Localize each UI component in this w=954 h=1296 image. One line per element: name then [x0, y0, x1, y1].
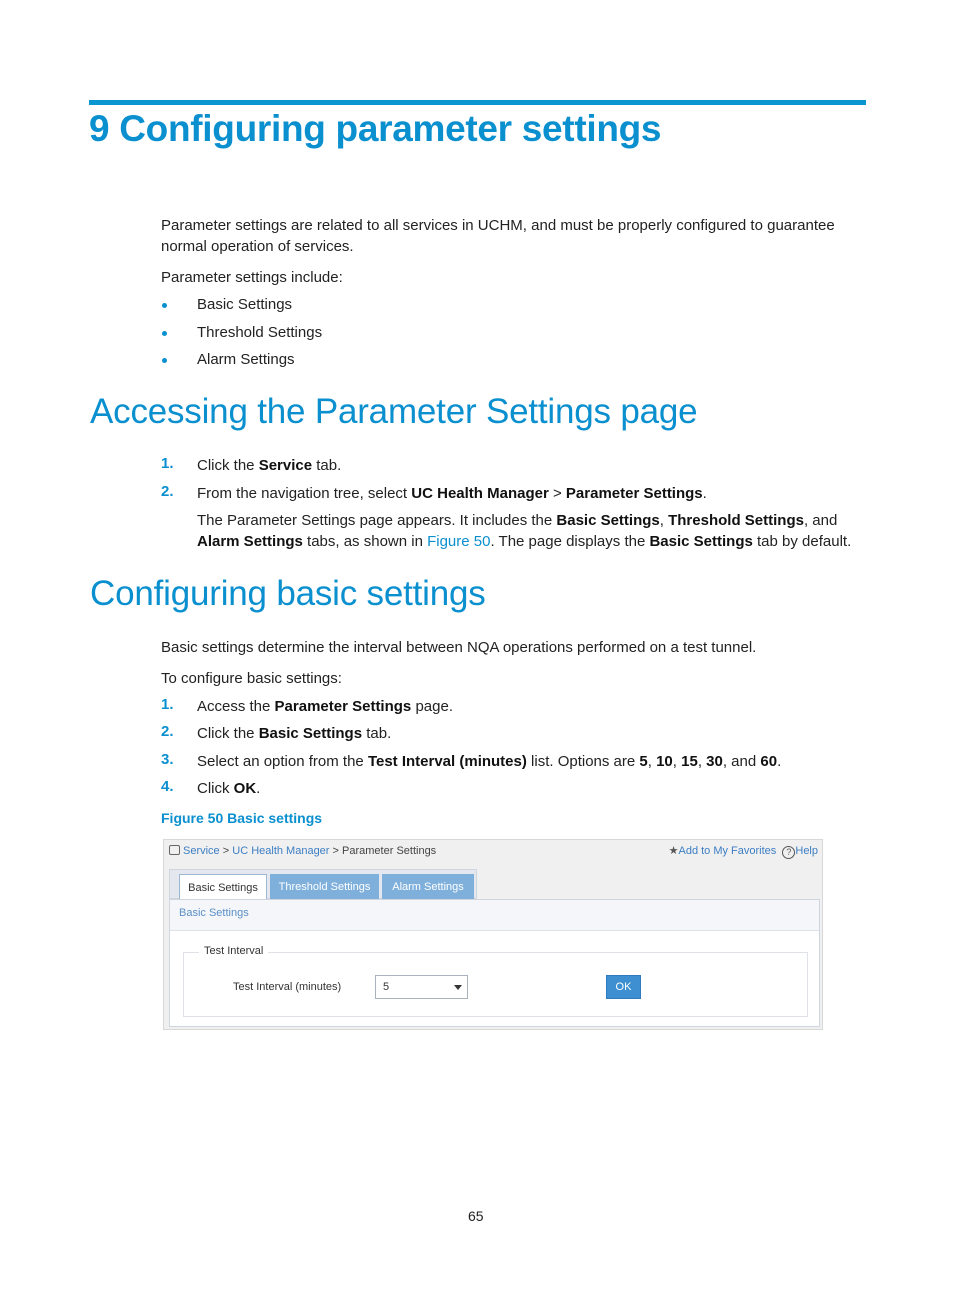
add-favorites-link[interactable]: Add to My Favorites: [678, 845, 777, 857]
chapter-title: 9 Configuring parameter settings: [89, 108, 662, 149]
breadcrumb-separator: >: [222, 845, 230, 857]
step-text: Select an option from the Test Interval (minutes) list. Options are 5, 10, 15, 30, and 60.: [197, 753, 782, 770]
step-number: 2.: [161, 483, 174, 500]
tab-bar: [169, 869, 477, 899]
step-text: Click the Service tab.: [197, 457, 342, 474]
test-interval-select[interactable]: [375, 975, 468, 999]
step-number: 1.: [161, 696, 174, 713]
star-icon: ★: [668, 845, 679, 857]
service-icon: [169, 845, 180, 855]
tab-threshold-settings[interactable]: Threshold Settings: [270, 874, 379, 900]
basic-paragraph: Basic settings determine the interval between NQA operations performed on a test tunnel.: [161, 639, 757, 656]
test-interval-value: 5: [383, 981, 390, 993]
figure-link[interactable]: Figure 50: [427, 533, 491, 550]
intro-lead: Parameter settings include:: [161, 269, 343, 286]
page-number: 65: [468, 1208, 484, 1224]
settings-panel: [169, 899, 820, 1027]
help-link[interactable]: Help: [795, 845, 818, 857]
help-icon: ?: [782, 846, 795, 859]
breadcrumb-separator: >: [332, 845, 339, 857]
tab-alarm-settings[interactable]: Alarm Settings: [382, 874, 474, 900]
chevron-down-icon: [454, 985, 462, 990]
bullet-item: Alarm Settings: [197, 351, 295, 368]
breadcrumb-uchm[interactable]: UC Health Manager: [232, 845, 330, 857]
breadcrumb-current: Parameter Settings: [342, 845, 437, 857]
bullet-dot: [162, 303, 167, 308]
step-text: Access the Parameter Settings page.: [197, 698, 453, 715]
test-interval-label: Test Interval (minutes): [233, 981, 342, 993]
bullet-dot: [162, 358, 167, 363]
bullet-item: Basic Settings: [197, 296, 293, 313]
bullet-item: Threshold Settings: [197, 324, 323, 341]
chapter-rule: [89, 100, 866, 105]
step-number: 3.: [161, 751, 174, 768]
panel-title: Basic Settings: [179, 907, 249, 919]
basic-lead: To configure basic settings:: [161, 670, 342, 687]
intro-paragraph: Parameter settings are related to all services in UCHM, and must be properly configured to guarantee normal operation of services.: [161, 217, 835, 255]
panel-header: [170, 900, 819, 931]
step-text: From the navigation tree, select UC Health Manager > Parameter Settings.: [197, 485, 707, 502]
step-number: 2.: [161, 723, 174, 740]
fieldset-legend: Test Interval: [199, 945, 268, 957]
breadcrumb-service[interactable]: Service: [183, 845, 220, 857]
section-title-basic: Configuring basic settings: [90, 574, 486, 613]
step-number: 4.: [161, 778, 174, 795]
figure-screenshot: [163, 839, 823, 1030]
ok-button[interactable]: OK: [606, 975, 641, 999]
step-text: Click the Basic Settings tab.: [197, 725, 392, 742]
step-note: The Parameter Settings page appears. It includes the Basic Settings, Threshold Settings, and Alarm Settings tabs, as shown in Figure 50. The page displays the Basic Settings tab by default.: [197, 512, 852, 550]
figure-caption: Figure 50 Basic settings: [161, 810, 323, 826]
tab-basic-settings[interactable]: Basic Settings: [179, 874, 267, 900]
step-text: Click OK.: [197, 780, 261, 797]
top-actions: [669, 843, 818, 859]
bullet-dot: [162, 331, 167, 336]
breadcrumb: [169, 843, 436, 859]
step-number: 1.: [161, 455, 174, 472]
section-title-access: Accessing the Parameter Settings page: [90, 392, 698, 431]
